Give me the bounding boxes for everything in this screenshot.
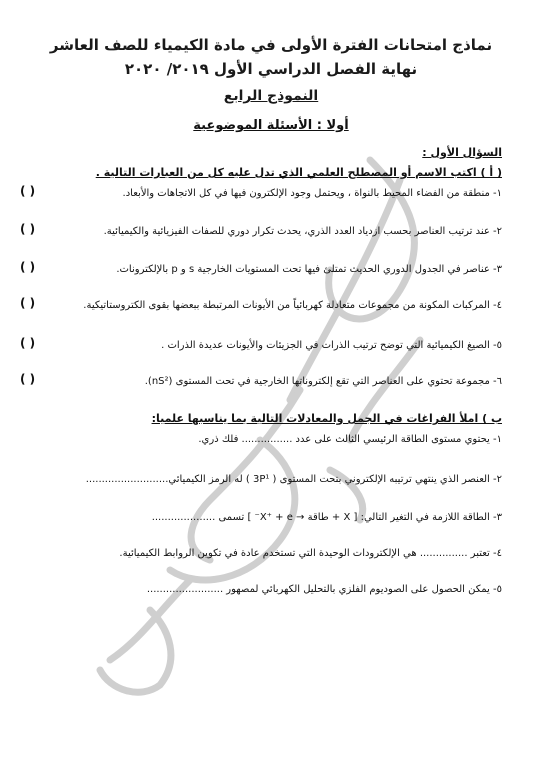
part-a-item-2: ٢- عند ترتيب العناصر بحسب ازدياد العدد الذري، يحدث تكرار دوري للصفات الفيزيائية والكيميائية. xyxy=(103,226,502,237)
part-a-item-5: ٥- الصيغ الكيميائية التي توضح ترتيب الذرات في الجزيئات والأيونات عديدة الذرات . xyxy=(161,340,502,351)
part-b-item-2[interactable]: ٢- العنصر الذي ينتهي ترتيبه الإلكتروني بتحت المستوى ( 3P¹ ) له الرمز الكيميائي.......................... xyxy=(85,474,502,485)
part-a-title: ( أ ) اكتب الاسم أو المصطلح العلمي الذي تدل عليه كل من العبارات التالية . xyxy=(95,166,502,179)
answer-blank-2[interactable]: ( ) xyxy=(20,222,36,236)
part-b-item-5[interactable]: ٥- يمكن الحصول على الصوديوم الفلزي بالتحليل الكهربائي لمصهور ........................ xyxy=(146,584,502,595)
answer-blank-6[interactable]: ( ) xyxy=(20,372,36,386)
answer-blank-3[interactable]: ( ) xyxy=(20,260,36,274)
part-b-item-4[interactable]: ٤- تعتبر ............... هي الإلكترودات الوحيدة التي تستخدم عادة في تكوين الروابط الكيميائية. xyxy=(119,548,502,559)
section-title: أولا : الأسئلة الموضوعية xyxy=(193,118,349,133)
part-a-item-4: ٤- المركبات المكونة من مجموعات متعادلة كهربائياً من الأيونات المرتبطة ببعضها بقوى الكتروستاتيكية. xyxy=(83,300,502,311)
part-b-item-1[interactable]: ١- يحتوي مستوى الطاقة الرئيسي الثالث على عدد ................ فلك ذري. xyxy=(198,434,502,445)
answer-blank-1[interactable]: ( ) xyxy=(20,184,36,198)
exam-subtitle: نهاية الفصل الدراسي الأول ٢٠١٩/ ٢٠٢٠ xyxy=(124,60,418,78)
model-title: النموذج الرابع xyxy=(223,88,319,104)
part-b-item-3[interactable]: ٣- الطاقة اللازمة في التغير التالي: [ X + طاقة → X⁺ + e⁻ ] تسمى .................... xyxy=(151,512,502,523)
question-1-title: السؤال الأول : xyxy=(422,146,502,159)
part-b-title: ب ) املأ الفراغات في الجمل والمعادلات التالية بما يناسبها علميا: xyxy=(151,412,502,425)
part-a-item-3: ٣- عناصر في الجدول الدوري الحديث تمتلئ فيها تحت المستويات الخارجية s و p بالإلكترونات. xyxy=(116,264,502,275)
answer-blank-4[interactable]: ( ) xyxy=(20,296,36,310)
part-a-item-6: ٦- مجموعة تحتوي على العناصر التي تقع إلكتروناتها الخارجية في تحت المستوى (nS²). xyxy=(144,376,502,387)
part-a-item-1: ١- منطقة من الفضاء المحيط بالنواة ، ويحتمل وجود الإلكترون فيها في كل الاتجاهات والأبعاد. xyxy=(122,188,502,199)
answer-blank-5[interactable]: ( ) xyxy=(20,336,36,350)
exam-title: نماذج امتحانات الفترة الأولى في مادة الكيمياء للصف العاشر xyxy=(49,36,493,54)
